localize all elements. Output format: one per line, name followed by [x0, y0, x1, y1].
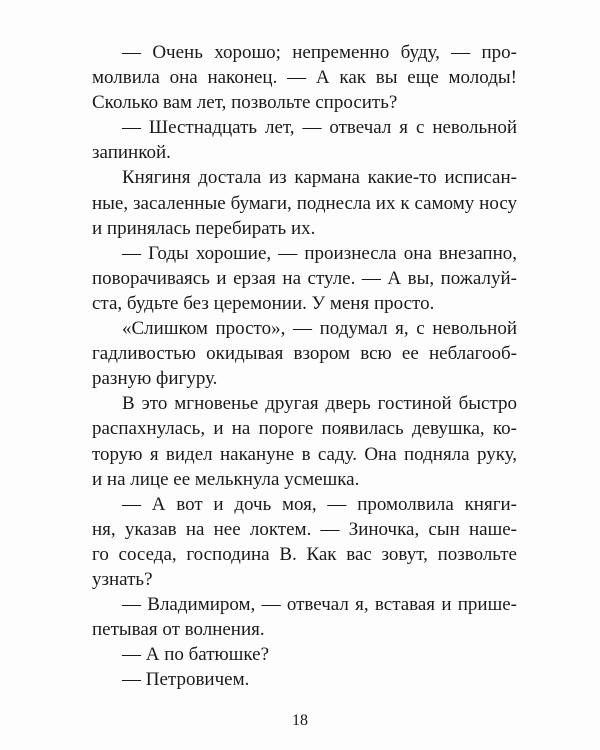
text-line: — Очень хорошо; непременно буду, — про- — [122, 42, 517, 63]
paragraph — [92, 316, 517, 391]
paragraph — [92, 165, 517, 240]
text-line: петывая от волнения. — [92, 619, 265, 641]
text-line: ные, засаленные бумаги, поднесла их к самому носу — [92, 192, 517, 214]
text-line: Сколько вам лет, позвольте спросить? — [92, 92, 398, 114]
paragraph — [92, 40, 517, 115]
text-line: — Владимиром, — отвечал я, вставая и прише- — [122, 594, 517, 616]
body-text — [92, 40, 517, 692]
text-line: распахнулась, и на пороге появилась девушка, ко- — [92, 418, 517, 440]
text-line: молвила она наконец. — А как вы еще молоды! — [92, 67, 517, 89]
paragraph — [92, 592, 517, 642]
text-line: ня, указав на нее локтем. — Зиночка, сын наше- — [92, 518, 517, 540]
text-line: поворачиваясь и ерзая на стуле. — А вы, пожалуй- — [92, 267, 517, 289]
text-line: Княгиня достала из кармана какие-то исписан- — [122, 167, 517, 189]
text-line: узнать? — [92, 568, 153, 590]
text-line: ста, будьте без церемонии. У меня просто. — [92, 292, 435, 314]
text-line: — Петровичем. — [122, 669, 250, 691]
paragraph — [92, 667, 517, 692]
paragraph — [92, 391, 517, 491]
text-line: и на лице ее мелькнула усмешка. — [92, 468, 360, 490]
text-line: запинкой. — [92, 142, 171, 164]
text-line: — Шестнадцать лет, — отвечал я с невольной — [122, 117, 517, 139]
text-line: — Годы хорошие, — произнесла она внезапно, — [122, 242, 517, 264]
text-line: торую я видел накануне в саду. Она подняла руку, — [92, 443, 517, 465]
text-line: В это мгновенье другая дверь гостиной быстро — [122, 393, 517, 415]
text-line: «Слишком просто», — подумал я, с невольной — [122, 318, 517, 340]
paragraph — [92, 492, 517, 592]
paragraph — [92, 642, 517, 667]
paragraph — [92, 115, 517, 165]
text-line: и принялась перебирать их. — [92, 217, 316, 239]
page-number: 18 — [292, 712, 308, 729]
text-line: — А по батюшке? — [122, 644, 269, 666]
text-line: разную фигуру. — [92, 368, 218, 390]
paragraph — [92, 241, 517, 316]
text-line: го соседа, господина В. Как вас зовут, позвольте — [92, 543, 517, 565]
text-line: гадливостью окидывая взором всю ее неблагооб- — [92, 343, 517, 365]
text-line: — А вот и дочь моя, — промолвила княги- — [122, 493, 517, 515]
